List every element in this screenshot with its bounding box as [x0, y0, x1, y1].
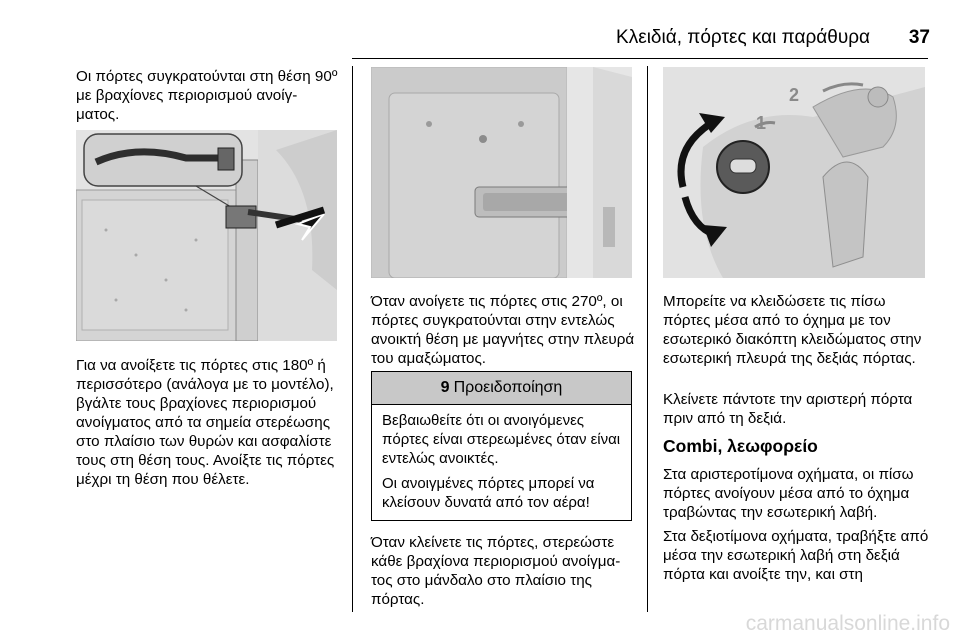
col3-paragraph-4: Στα δεξιοτίμονα οχήματα, τραβήξτε από μέσα την εσωτερική λαβή στη δεξιά πόρτα και ανοίξτε την, και στη — [663, 528, 929, 583]
header-rule — [352, 58, 928, 59]
running-header-title: Κλειδιά, πόρτες και παράθυρα — [616, 27, 870, 48]
warning-box — [371, 371, 632, 521]
col2-after-paragraph: Όταν κλείνετε τις πόρτες, στερεώστε κάθε βραχίονα περιορισμού ανοίγμα‐ τος στο μάνδαλο στο πλαίσιο της πόρτας. — [371, 534, 621, 608]
col3-paragraph-2: Κλείνετε πάντοτε την αριστερή πόρτα πριν από τη δεξιά. — [663, 391, 913, 427]
column-divider-2 — [647, 66, 648, 612]
watermark: carmanualsonline.info — [745, 612, 950, 635]
warning-icon: 9 — [440, 379, 450, 396]
figure-label-1: 1 — [756, 113, 767, 133]
figure-label-2: 2 — [789, 85, 800, 105]
column-divider-1 — [352, 66, 353, 612]
col2-body-paragraph: Όταν ανοίγετε τις πόρτες στις 270º, οι πόρτες συγκρατούνται στην εντελώς ανοικτή θέση με μαγνήτες στην πλευρά του αμαξώματος. — [371, 293, 635, 367]
page-number: 37 — [908, 27, 930, 48]
warning-title: Προειδοποίηση — [453, 379, 563, 396]
warning-text-1: Βεβαιωθείτε ότι οι ανοιγόμενες πόρτες είναι στερεωμένες όταν είναι εντελώς ανοικτές. — [382, 412, 621, 467]
rear-door-illustration — [371, 67, 632, 278]
figure-interior-lock-switch — [663, 67, 925, 278]
warning-header — [372, 372, 631, 405]
col3-paragraph-3: Στα αριστεροτίμονα οχήματα, οι πίσω πόρτες ανοίγουν μέσα από το όχημα τραβώντας την εσωτερική λαβή. — [663, 466, 914, 521]
section-heading-combi: Combi, λεωφορείο — [663, 436, 818, 456]
col1-body-paragraph: Για να ανοίξετε τις πόρτες στις 180º ή περισσότερο (ανάλογα με το μοντέλο), βγάλτε τους βραχίονες περιορισμού ανοίγματος από τα σημεία στερέωσης στο πλαίσιο των θυρών και ασφαλίστε τους στη θέση τους. Ανοίξτε τις πόρτες μέχρι τη θέση που θέλετε. — [76, 357, 335, 488]
figure-door-restraint-arm — [76, 130, 337, 341]
warning-text-2: Οι ανοιγμένες πόρτες μπορεί να κλείσουν δυνατά από τον αέρα! — [382, 475, 595, 511]
col3-paragraph-1: Μπορείτε να κλειδώσετε τις πίσω πόρτες μέσα από το όχημα με τον εσωτερικό διακόπτη κλειδώματος στην εσωτερική πλευρά της δεξιάς πόρτας. — [663, 293, 922, 367]
figure-rear-door-interior — [371, 67, 632, 278]
col1-intro-paragraph: Οι πόρτες συγκρατούνται στη θέση 90º με βραχίονες περιορισμού ανοίγ‐ ματος. — [76, 68, 338, 123]
door-restraint-illustration — [76, 130, 337, 341]
